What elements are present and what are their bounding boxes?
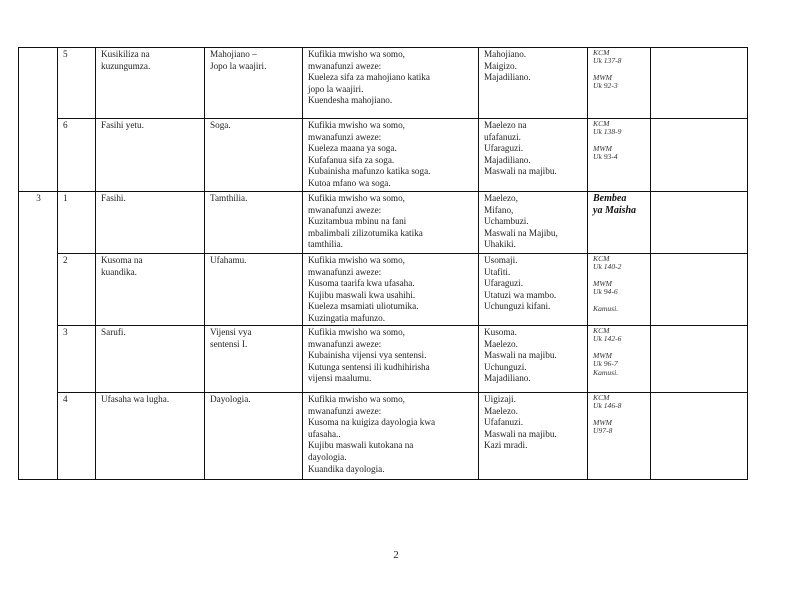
- table-row: [19, 254, 748, 326]
- text-line: Ufahamu.: [210, 255, 247, 265]
- text-line: MWM: [593, 143, 612, 153]
- text-line: mwanafunzi aweze:: [308, 266, 382, 277]
- text-line: Uchunguzi kifani.: [484, 301, 551, 312]
- text-line: Uchunguzi.: [484, 361, 527, 372]
- scheme-of-work-table: [18, 47, 748, 480]
- objectives-cell: [303, 48, 479, 119]
- text-line: Kufikia mwisho wa somo,: [308, 255, 405, 265]
- text-line: MWM: [593, 417, 612, 427]
- text-line: Ufafanuzi.: [484, 417, 524, 428]
- activities-cell: [479, 119, 588, 192]
- remarks-cell: [651, 119, 748, 192]
- text-line: Uk 138-9: [593, 127, 622, 137]
- text-line: Sarufi.: [101, 327, 126, 337]
- text-line: Mifano,: [484, 204, 514, 215]
- table-row: [19, 48, 748, 119]
- text-line: Maigizo.: [484, 60, 517, 71]
- text-line: Kusoma na kuigiza dayologia kwa: [308, 417, 436, 428]
- text-line: Uchambuzi.: [484, 216, 529, 227]
- subtopic-cell: [205, 393, 303, 480]
- text-line: mwanafunzi aweze:: [308, 204, 382, 215]
- text-line: Kujibu maswali kwa usahihi.: [308, 289, 416, 300]
- week-cell: [19, 48, 58, 192]
- topic-cell: [96, 326, 205, 393]
- lesson-cell: 2: [58, 254, 96, 326]
- references-cell: [588, 119, 651, 192]
- text-line: Kutunga sentensi ili kudhihirisha: [308, 361, 430, 372]
- lesson-cell: 6: [58, 119, 96, 192]
- text-line: MWM: [593, 278, 612, 288]
- references-cell: [588, 48, 651, 119]
- text-line: Uhakiki.: [484, 239, 516, 250]
- objectives-cell: [303, 393, 479, 480]
- text-line: Utatuzi wa mambo.: [484, 289, 557, 300]
- text-line: Majadiliano.: [484, 154, 531, 165]
- text-line: mwanafunzi aweze:: [308, 131, 382, 142]
- text-line: Kuzingatia mafunzo.: [308, 312, 386, 323]
- text-line: Ufasaha wa lugha.: [101, 394, 170, 404]
- text-line: Fasihi yetu.: [101, 120, 144, 130]
- text-line: mbalimbali zilizotumika katika: [308, 227, 423, 238]
- text-line: Ufaraguzi.: [484, 278, 524, 289]
- text-line: Maswali na majibu.: [484, 166, 557, 177]
- subtopic-cell: [205, 326, 303, 393]
- objectives-cell: [303, 254, 479, 326]
- remarks-cell: [651, 326, 748, 393]
- text-line: MWM: [593, 350, 612, 360]
- text-line: tamthilia.: [308, 239, 343, 250]
- text-line: Kusoma na: [101, 255, 143, 265]
- text-line: Uk 140-2: [593, 262, 622, 272]
- text-line: Fasihi.: [101, 193, 126, 203]
- text-line: Mahojiano –: [210, 49, 257, 59]
- text-line: Uk 96-7: [593, 359, 618, 369]
- text-line: Uk 92-3: [593, 81, 618, 91]
- text-line: ufafanuzi.: [484, 131, 521, 142]
- text-line: KCM: [593, 326, 610, 335]
- lesson-cell: 4: [58, 393, 96, 480]
- references-cell: [588, 393, 651, 480]
- subtopic-cell: [205, 254, 303, 326]
- text-line: Maelezo.: [484, 338, 518, 349]
- text-line: Utafiti.: [484, 266, 511, 277]
- text-line: jopo la waajiri.: [308, 83, 364, 94]
- text-line: Kueleza msamiati uliotumika.: [308, 301, 419, 312]
- text-line: Kazi mradi.: [484, 440, 528, 451]
- text-line: ya Maisha: [593, 205, 637, 216]
- text-line: Kufafanua sifa za soga.: [308, 154, 395, 165]
- text-line: dayologia.: [308, 451, 347, 462]
- subtopic-cell: [205, 48, 303, 119]
- table-row: [19, 393, 748, 480]
- text-line: Uk 93-4: [593, 152, 618, 162]
- text-line: ufasaha..: [308, 428, 341, 439]
- subtopic-cell: [205, 192, 303, 254]
- text-line: Majadiliano.: [484, 72, 531, 83]
- text-line: mwanafunzi aweze:: [308, 60, 382, 71]
- table-row: [19, 119, 748, 192]
- text-line: Kubainisha vijensi vya sentensi.: [308, 350, 427, 361]
- objectives-cell: [303, 192, 479, 254]
- remarks-cell: [651, 254, 748, 326]
- text-line: Kutoa mfano wa soga.: [308, 177, 391, 188]
- text-line: Tamthilia.: [210, 193, 248, 203]
- text-line: Kueleza sifa za mahojiano katika: [308, 72, 430, 83]
- text-line: Uk 137-8: [593, 56, 622, 66]
- lesson-cell: 1: [58, 192, 96, 254]
- text-line: Kufikia mwisho wa somo,: [308, 49, 405, 59]
- text-line: Kubainisha mafunzo katika soga.: [308, 166, 431, 177]
- text-line: Usomaji.: [484, 255, 518, 265]
- text-line: vijensi maalumu.: [308, 373, 372, 384]
- text-line: Kueleza maana ya soga.: [308, 143, 397, 154]
- text-line: Ufaraguzi.: [484, 143, 524, 154]
- text-line: Maswali na Majibu,: [484, 227, 558, 238]
- remarks-cell: [651, 192, 748, 254]
- text-line: Kufikia mwisho wa somo,: [308, 394, 405, 404]
- text-line: U97-8: [593, 426, 613, 436]
- text-line: Uigizaji.: [484, 394, 516, 404]
- text-line: KCM: [593, 393, 610, 402]
- table-row: [19, 192, 748, 254]
- text-line: KCM: [593, 254, 610, 263]
- text-line: Kusikiliza na: [101, 49, 150, 59]
- topic-cell: [96, 393, 205, 480]
- text-line: sentensi I.: [210, 338, 248, 349]
- text-line: Dayologia.: [210, 394, 251, 404]
- activities-cell: [479, 192, 588, 254]
- text-line: MWM: [593, 72, 612, 82]
- remarks-cell: [651, 48, 748, 119]
- references-cell: [588, 326, 651, 393]
- text-line: Kusoma.: [484, 327, 517, 337]
- text-line: Kufikia mwisho wa somo,: [308, 193, 405, 203]
- text-line: Kuandika dayologia.: [308, 463, 385, 474]
- activities-cell: [479, 393, 588, 480]
- text-line: Uk 146-8: [593, 401, 622, 411]
- text-line: Bembea: [593, 193, 627, 204]
- activities-cell: [479, 254, 588, 326]
- activities-cell: [479, 326, 588, 393]
- text-line: Kufikia mwisho wa somo,: [308, 120, 405, 130]
- text-line: mwanafunzi aweze:: [308, 338, 382, 349]
- text-line: Maelezo.: [484, 405, 518, 416]
- text-line: Uk 142-6: [593, 334, 622, 344]
- text-line: Maswali na majibu.: [484, 350, 557, 361]
- text-line: mwanafunzi aweze:: [308, 405, 382, 416]
- topic-cell: [96, 48, 205, 119]
- activities-cell: [479, 48, 588, 119]
- week-cell: 3: [19, 192, 58, 480]
- text-line: Kamusi.: [593, 367, 619, 377]
- text-line: Maelezo na: [484, 120, 527, 130]
- text-line: Kujibu maswali kutokana na: [308, 440, 414, 451]
- text-line: kuandika.: [101, 266, 137, 277]
- objectives-cell: [303, 119, 479, 192]
- topic-cell: [96, 119, 205, 192]
- lesson-cell: 5: [58, 48, 96, 119]
- objectives-cell: [303, 326, 479, 393]
- text-line: Kuzitambua mbinu na fani: [308, 216, 407, 227]
- text-line: Jopo la waajiri.: [210, 60, 267, 71]
- text-line: Maswali na majibu.: [484, 428, 557, 439]
- table-row: [19, 326, 748, 393]
- text-line: Kamusi.: [593, 303, 619, 313]
- text-line: Mahojiano.: [484, 49, 527, 59]
- subtopic-cell: [205, 119, 303, 192]
- text-line: Majadiliano.: [484, 373, 531, 384]
- text-line: Uk 94-6: [593, 287, 618, 297]
- remarks-cell: [651, 393, 748, 480]
- text-line: Soga.: [210, 120, 231, 130]
- text-line: KCM: [593, 119, 610, 128]
- lesson-cell: 3: [58, 326, 96, 393]
- text-line: Kufikia mwisho wa somo,: [308, 327, 405, 337]
- topic-cell: [96, 192, 205, 254]
- references-cell: [588, 192, 651, 254]
- text-line: Kusoma taarifa kwa ufasaha.: [308, 278, 415, 289]
- references-cell: [588, 254, 651, 326]
- text-line: Vijensi vya: [210, 327, 252, 337]
- topic-cell: [96, 254, 205, 326]
- page-number: 2: [393, 549, 399, 561]
- text-line: KCM: [593, 48, 610, 57]
- text-line: Kuendesha mahojiano.: [308, 95, 393, 106]
- text-line: kuzungumza.: [101, 60, 151, 71]
- text-line: Maelezo,: [484, 193, 518, 203]
